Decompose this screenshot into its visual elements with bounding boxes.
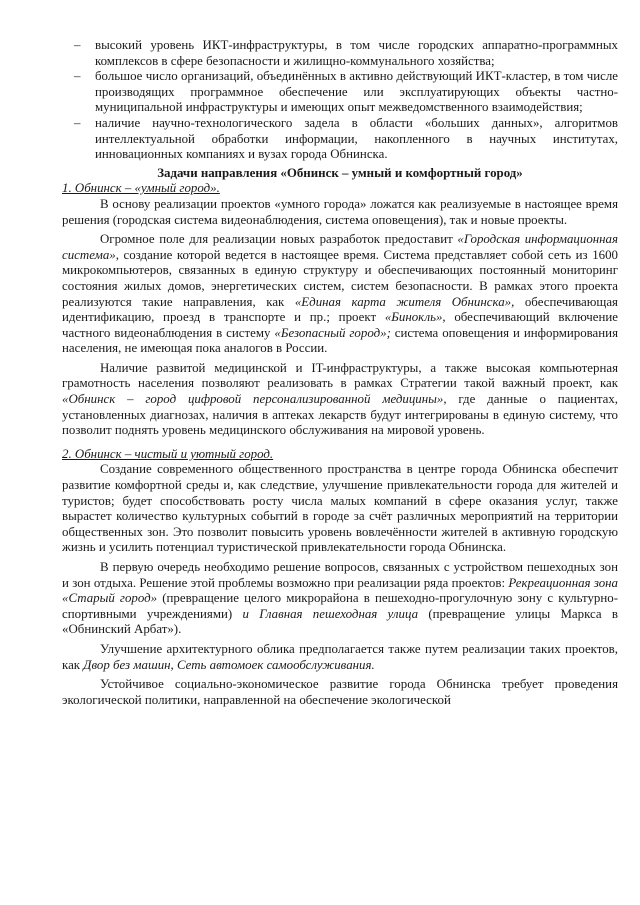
bullet-list <box>62 38 618 163</box>
bullet-text: большое число организаций, объединённых в активно действующий ИКТ-кластер, в том числе производящих программное обеспечение или эксплуатирующих объекты частно-муниципальной инфраструктуры и имеющих опыт межведомственного взаимодействия; <box>95 69 618 115</box>
bullet-dash: – <box>74 115 81 130</box>
paragraph: Устойчивое социально-экономическое развитие города Обнинска требует проведения экологической политики, направленной на обеспечение экологической <box>62 677 618 707</box>
list-item <box>62 38 618 69</box>
bullet-dash: – <box>74 69 81 84</box>
list-item <box>62 116 618 163</box>
subsection-title-clean-city: 2. Обнинск – чистый и уютный город. <box>62 446 274 461</box>
paragraph: Улучшение архитектурного облика предполагается также путем реализации таких проектов, как Двор без машин, Сеть автомоек самообслуживания. <box>62 641 618 672</box>
paragraph: Огромное поле для реализации новых разработок предоставит «Городская информационная система», создание которой ведется в настоящее время. Система представляет собой сеть из 1600 микрокомпьютеров, связанных в единую структуру и обеспечивающих постоянный мониторинг состояния жилых домов, энергетических систем, систем безопасности. В рамках этого проекта реализуются такие направления, как «Единая карта жителя Обнинска», обеспечивающая идентификацию, проезд в транспорте и пр.; проект «Бинокль», обеспечивающий включение частного видеонаблюдения в систему «Безопасный город»; система оповещения и информирования населения, не имеющая пока аналогов в России. <box>62 232 619 356</box>
section-heading: Задачи направления «Обнинск – умный и комфортный город» <box>157 165 523 180</box>
subsection-title-smart-city: 1. Обнинск – «умный город». <box>62 181 220 196</box>
bullet-dash: – <box>74 38 81 52</box>
paragraph: Наличие развитой медицинской и IT-инфраструктуры, а также высокая компьютерная грамотность населения позволяют реализовать в рамках Стратегии такой важный проект, как «Обнинск – город цифровой персонализированной медицины», где данные о пациентах, установленных диагнозах, наличия в аптеках лекарств будут интегрированы в единую систему, что позволит поднять уровень медицинского обслуживания на мировой уровень. <box>62 360 619 438</box>
paragraph: В основу реализации проектов «умного города» ложатся как реализуемые в настоящее время решения (городская система видеонаблюдения, система оповещения), так и новые проекты. <box>62 196 618 227</box>
list-item <box>62 69 618 116</box>
bullet-text: наличие научно-технологического задела в области «больших данных», алгоритмов интеллектуальной обработки информации, накопленного в научных институтах, инновационных компаниях и вузах города Обнинска. <box>95 115 618 162</box>
bullet-text: высокий уровень ИКТ-инфраструктуры, в том числе городских аппаратно-программных комплексов в сфере безопасности и жилищно-коммунального хозяйства; <box>95 38 618 68</box>
paragraph: Создание современного общественного пространства в центре города Обнинска обеспечит развитие комфортной среды и, как следствие, улучшение привлекательности города для жителей и туристов; будет способствовать росту числа малых компаний в сфере оказания услуг, также вырастет количество культурных событий в городе за счёт различных мероприятий на территории общественных зон. Это позволит повысить уровень вовлечённости жителей в активную городскую жизнь и усилить потенциал туристической привлекательности города Обнинска. <box>62 462 618 555</box>
paragraph: В первую очередь необходимо решение вопросов, связанных с устройством пешеходных зон и зон отдыха. Решение этой проблемы возможно при реализации ряда проектов: Рекреационная зона «Старый город» (превращение целого микрорайона в пешеходно-прогулочную зону с культурно-спортивными учреждениями) и Главная пешеходная улица (превращение улицы Маркса в «Обнинский Арбат»). <box>62 560 618 637</box>
document-page <box>62 38 618 708</box>
